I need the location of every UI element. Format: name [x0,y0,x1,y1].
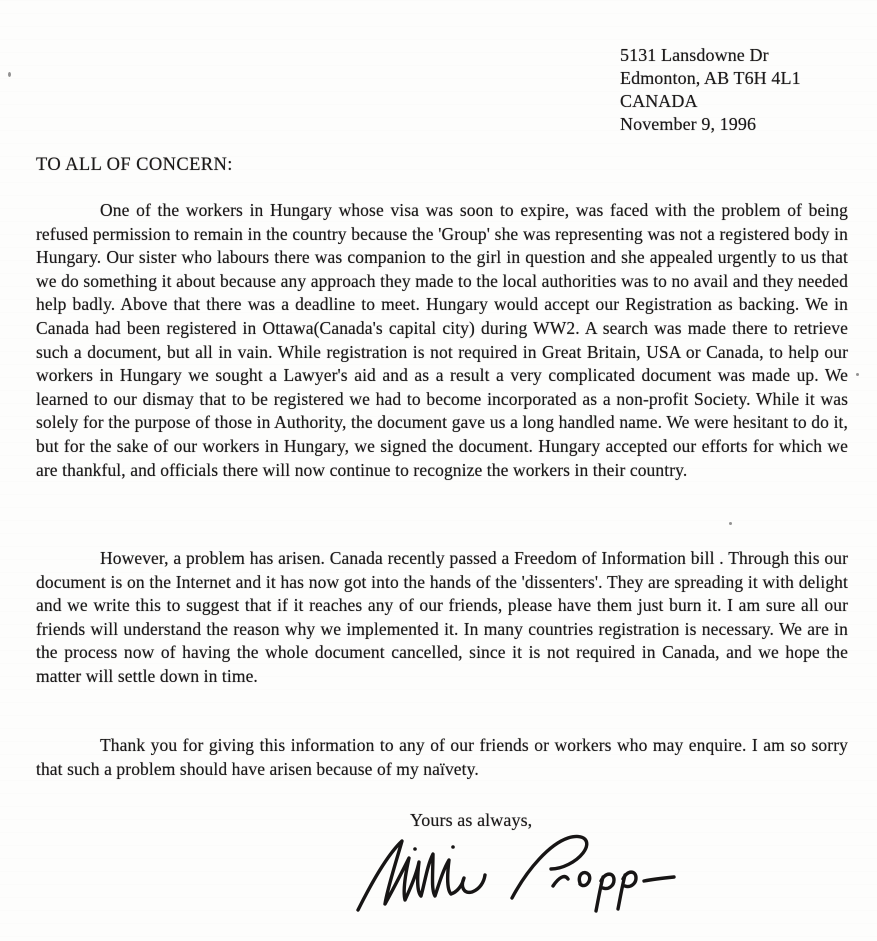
return-address-block [620,44,801,136]
body-paragraph-3: Thank you for giving this information to any of our friends or workers who may enquire. I am so sorry that such a problem should have arisen because of my naïvety. [36,735,848,779]
signature-image [352,832,692,924]
address-line-3: CANADA [620,91,698,111]
scan-speck [8,72,11,77]
address-line-2: Edmonton, AB T6H 4L1 [620,68,801,88]
salutation: TO ALL OF CONCERN: [36,155,233,175]
scan-speck [729,522,732,525]
address-line-1: 5131 Lansdowne Dr [620,45,769,65]
body-paragraph-1: One of the workers in Hungary whose visa was soon to expire, was faced with the problem of being refused permission to remain in the country because the 'Group' she was representing was not a registered body in Hungary. Our sister who labours there was companion to the girl in question and she appealed urgently to us that we do something it about because any approach they made to the local authorities was to no avail and they needed help badly. Above that there was a deadline to meet. Hungary would accept our Registration as backing. We in Canada had been registered in Ottawa(Canada's capital city) during WW2. A search was made there to retrieve such a document, but all in vain. While registration is not required in Great Britain, USA or Canada, to help our workers in Hungary we sought a Lawyer's aid and as a result a very complicated document was made up. We learned to our dismay that to be registered we had to become incorporated as a non-profit Society. While it was solely for the purpose of those in Authority, the document gave us a long handled name. We were hesitant to do it, but for the sake of our workers in Hungary, we signed the document. Hungary accepted our efforts for which we are thankful, and officials there will now continue to recognize the workers in their country. [36,200,848,480]
body-paragraph-2: However, a problem has arisen. Canada recently passed a Freedom of Information bill . Through this our document is on the Internet and it has now got into the hands of the 'dissenters'. They are spreading it with delight and we write this to suggest that if it reaches any of our friends, please have them just burn it. I am sure all our friends will understand the reason why we implemented it. In many countries registration is necessary. We are in the process now of having the whole document cancelled, since it is not required in Canada, and we hope the matter will settle down in time. [36,548,848,686]
valediction: Yours as always, [410,810,533,830]
scan-speck [856,373,859,376]
date-line: November 9, 1996 [620,114,757,134]
signature-handwriting-svg [352,832,692,924]
